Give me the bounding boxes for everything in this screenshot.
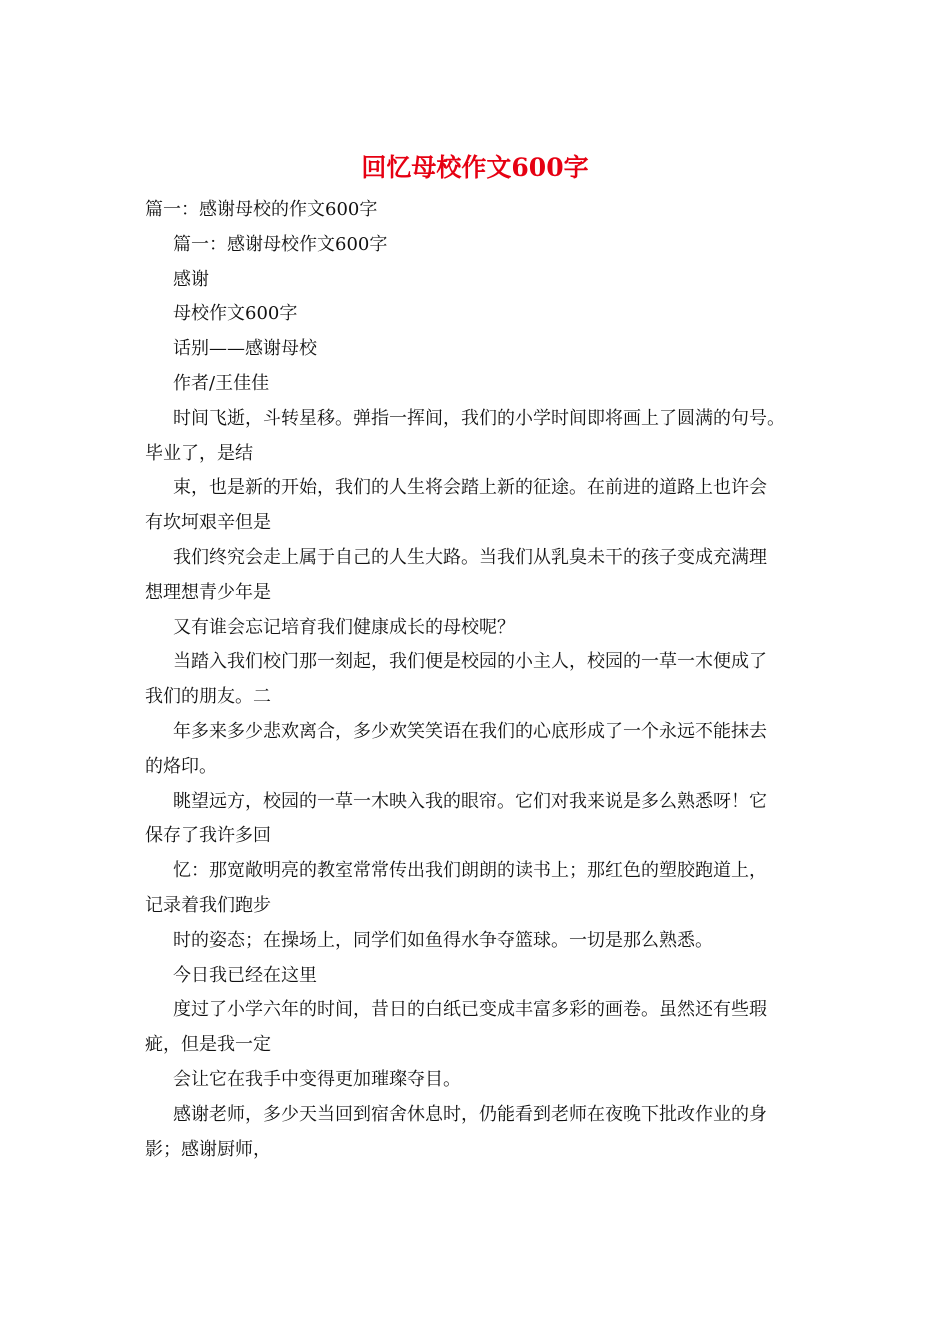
body-line: 我们终究会走上属于自己的人生大路。当我们从乳臭未干的孩子变成充满理 xyxy=(173,546,767,568)
body-line: 保存了我许多回 xyxy=(145,825,271,847)
body-line: 毕业了，是结 xyxy=(145,442,253,464)
body-line: 当踏入我们校门那一刻起，我们便是校园的小主人，校园的一草一木便成了 xyxy=(173,651,767,673)
body-line: 今日我已经在这里 xyxy=(173,964,317,986)
body-line: 篇一：感谢母校作文600字 xyxy=(173,233,388,255)
body-line: 又有谁会忘记培育我们健康成长的母校呢？ xyxy=(173,616,515,638)
body-line: 疵，但是我一定 xyxy=(145,1034,271,1056)
body-line: 忆：那宽敞明亮的教室常常传出我们朗朗的读书上；那红色的塑胶跑道上， xyxy=(173,860,767,882)
body-line: 有坎坷艰辛但是 xyxy=(145,512,271,534)
body-line: 影；感谢厨师， xyxy=(145,1138,271,1160)
body-line: 时间飞逝，斗转星移。弹指一挥间，我们的小学时间即将画上了圆满的句号。 xyxy=(173,407,785,429)
body-line: 年多来多少悲欢离合，多少欢笑笑语在我们的心底形成了一个永远不能抹去 xyxy=(173,720,767,742)
body-line: 想理想青少年是 xyxy=(145,581,271,603)
body-line: 记录着我们跑步 xyxy=(145,894,271,916)
body-line: 作者/王佳佳 xyxy=(173,372,270,394)
body-line: 束，也是新的开始，我们的人生将会踏上新的征途。在前进的道路上也许会 xyxy=(173,477,767,499)
body-line: 的烙印。 xyxy=(145,755,217,777)
body-line: 我们的朋友。二 xyxy=(145,686,271,708)
body-line: 话别——感谢母校 xyxy=(173,338,317,360)
body-line: 度过了小学六年的时间，昔日的白纸已变成丰富多彩的画卷。虽然还有些瑕 xyxy=(173,999,767,1021)
body-line: 感谢老师，多少天当回到宿舍休息时，仍能看到老师在夜晚下批改作业的身 xyxy=(173,1103,767,1125)
body-line: 篇一：感谢母校的作文600字 xyxy=(145,199,378,220)
document-title: 回忆母校作文600字 xyxy=(361,153,589,182)
body-line: 感谢 xyxy=(173,268,209,290)
body-line: 母校作文600字 xyxy=(173,303,298,325)
body-line: 眺望远方，校园的一草一木映入我的眼帘。它们对我来说是多么熟悉呀！它 xyxy=(173,790,767,812)
body-line: 时的姿态；在操场上，同学们如鱼得水争夺篮球。一切是那么熟悉。 xyxy=(173,929,713,951)
document-body xyxy=(145,193,825,1167)
body-line: 会让它在我手中变得更加璀璨夺目。 xyxy=(173,1068,461,1090)
